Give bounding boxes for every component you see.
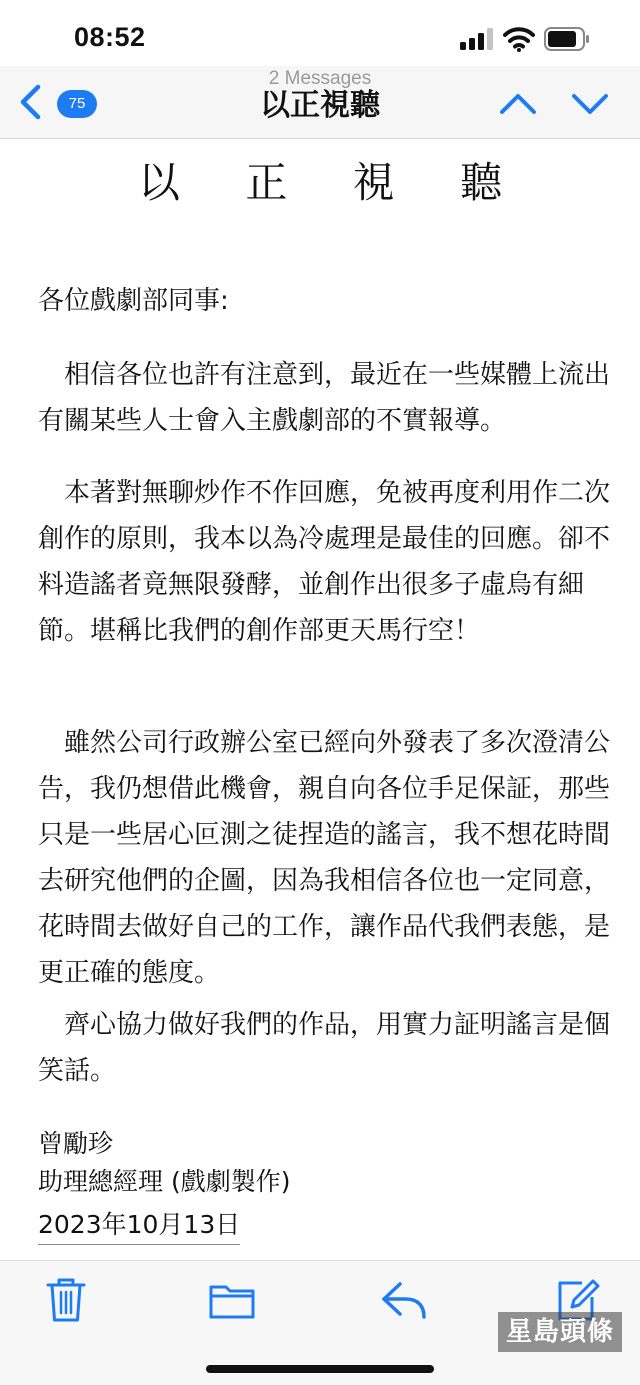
cellular-signal-icon: [460, 28, 496, 50]
thread-title: 以正視聽: [260, 88, 380, 123]
unread-count-badge[interactable]: 75: [57, 90, 97, 118]
trash-icon[interactable]: [42, 1275, 90, 1325]
message-count: 2 Messages: [268, 68, 372, 89]
battery-icon: [544, 27, 590, 51]
status-bar: [0, 0, 640, 72]
reply-icon[interactable]: [380, 1275, 428, 1325]
message-header: [0, 66, 640, 139]
folder-icon[interactable]: [208, 1275, 256, 1325]
greeting: 各位戲劇部同事:: [38, 286, 229, 316]
letter-heading: 以 正 視 聽: [137, 158, 529, 207]
next-message-icon[interactable]: [570, 90, 610, 118]
home-indicator[interactable]: [206, 1365, 434, 1373]
signature-position: 助理總經理 (戲劇製作): [38, 1167, 291, 1196]
wifi-icon: [503, 26, 535, 52]
paragraph: 本著對無聊炒作不作回應，免被再度利用作二次創作的原則，我本以為冷處理是最佳的回應。卻不料造謠者竟無限發酵，並創作出很多子虛烏有細節。堪稱比我們的創作部更天馬行空！: [38, 478, 611, 646]
previous-message-icon[interactable]: [498, 90, 538, 118]
paragraph: 相信各位也許有注意到，最近在一些媒體上流出有關某些人士會入主戲劇部的不實報導。: [38, 360, 611, 436]
signature-name: 曾勵珍: [38, 1129, 114, 1158]
paragraph: 雖然公司行政辦公室已經向外發表了多次澄清公告，我仍想借此機會，親自向各位手足保証，那些只是一些居心叵測之徒捏造的謠言，我不想花時間去研究他們的企圖，因為我相信各位也一定同意，花時間去做好自己的工作，讓作品代我們表態，是更正確的態度。: [38, 728, 611, 988]
signature-date[interactable]: 2023年10月13日: [38, 1205, 240, 1245]
paragraph: 齊心協力做好我們的作品，用實力証明謠言是個笑話。: [38, 1010, 611, 1086]
watermark-logo: 星島頭條: [498, 1312, 622, 1352]
status-time: 08:52: [74, 22, 146, 52]
